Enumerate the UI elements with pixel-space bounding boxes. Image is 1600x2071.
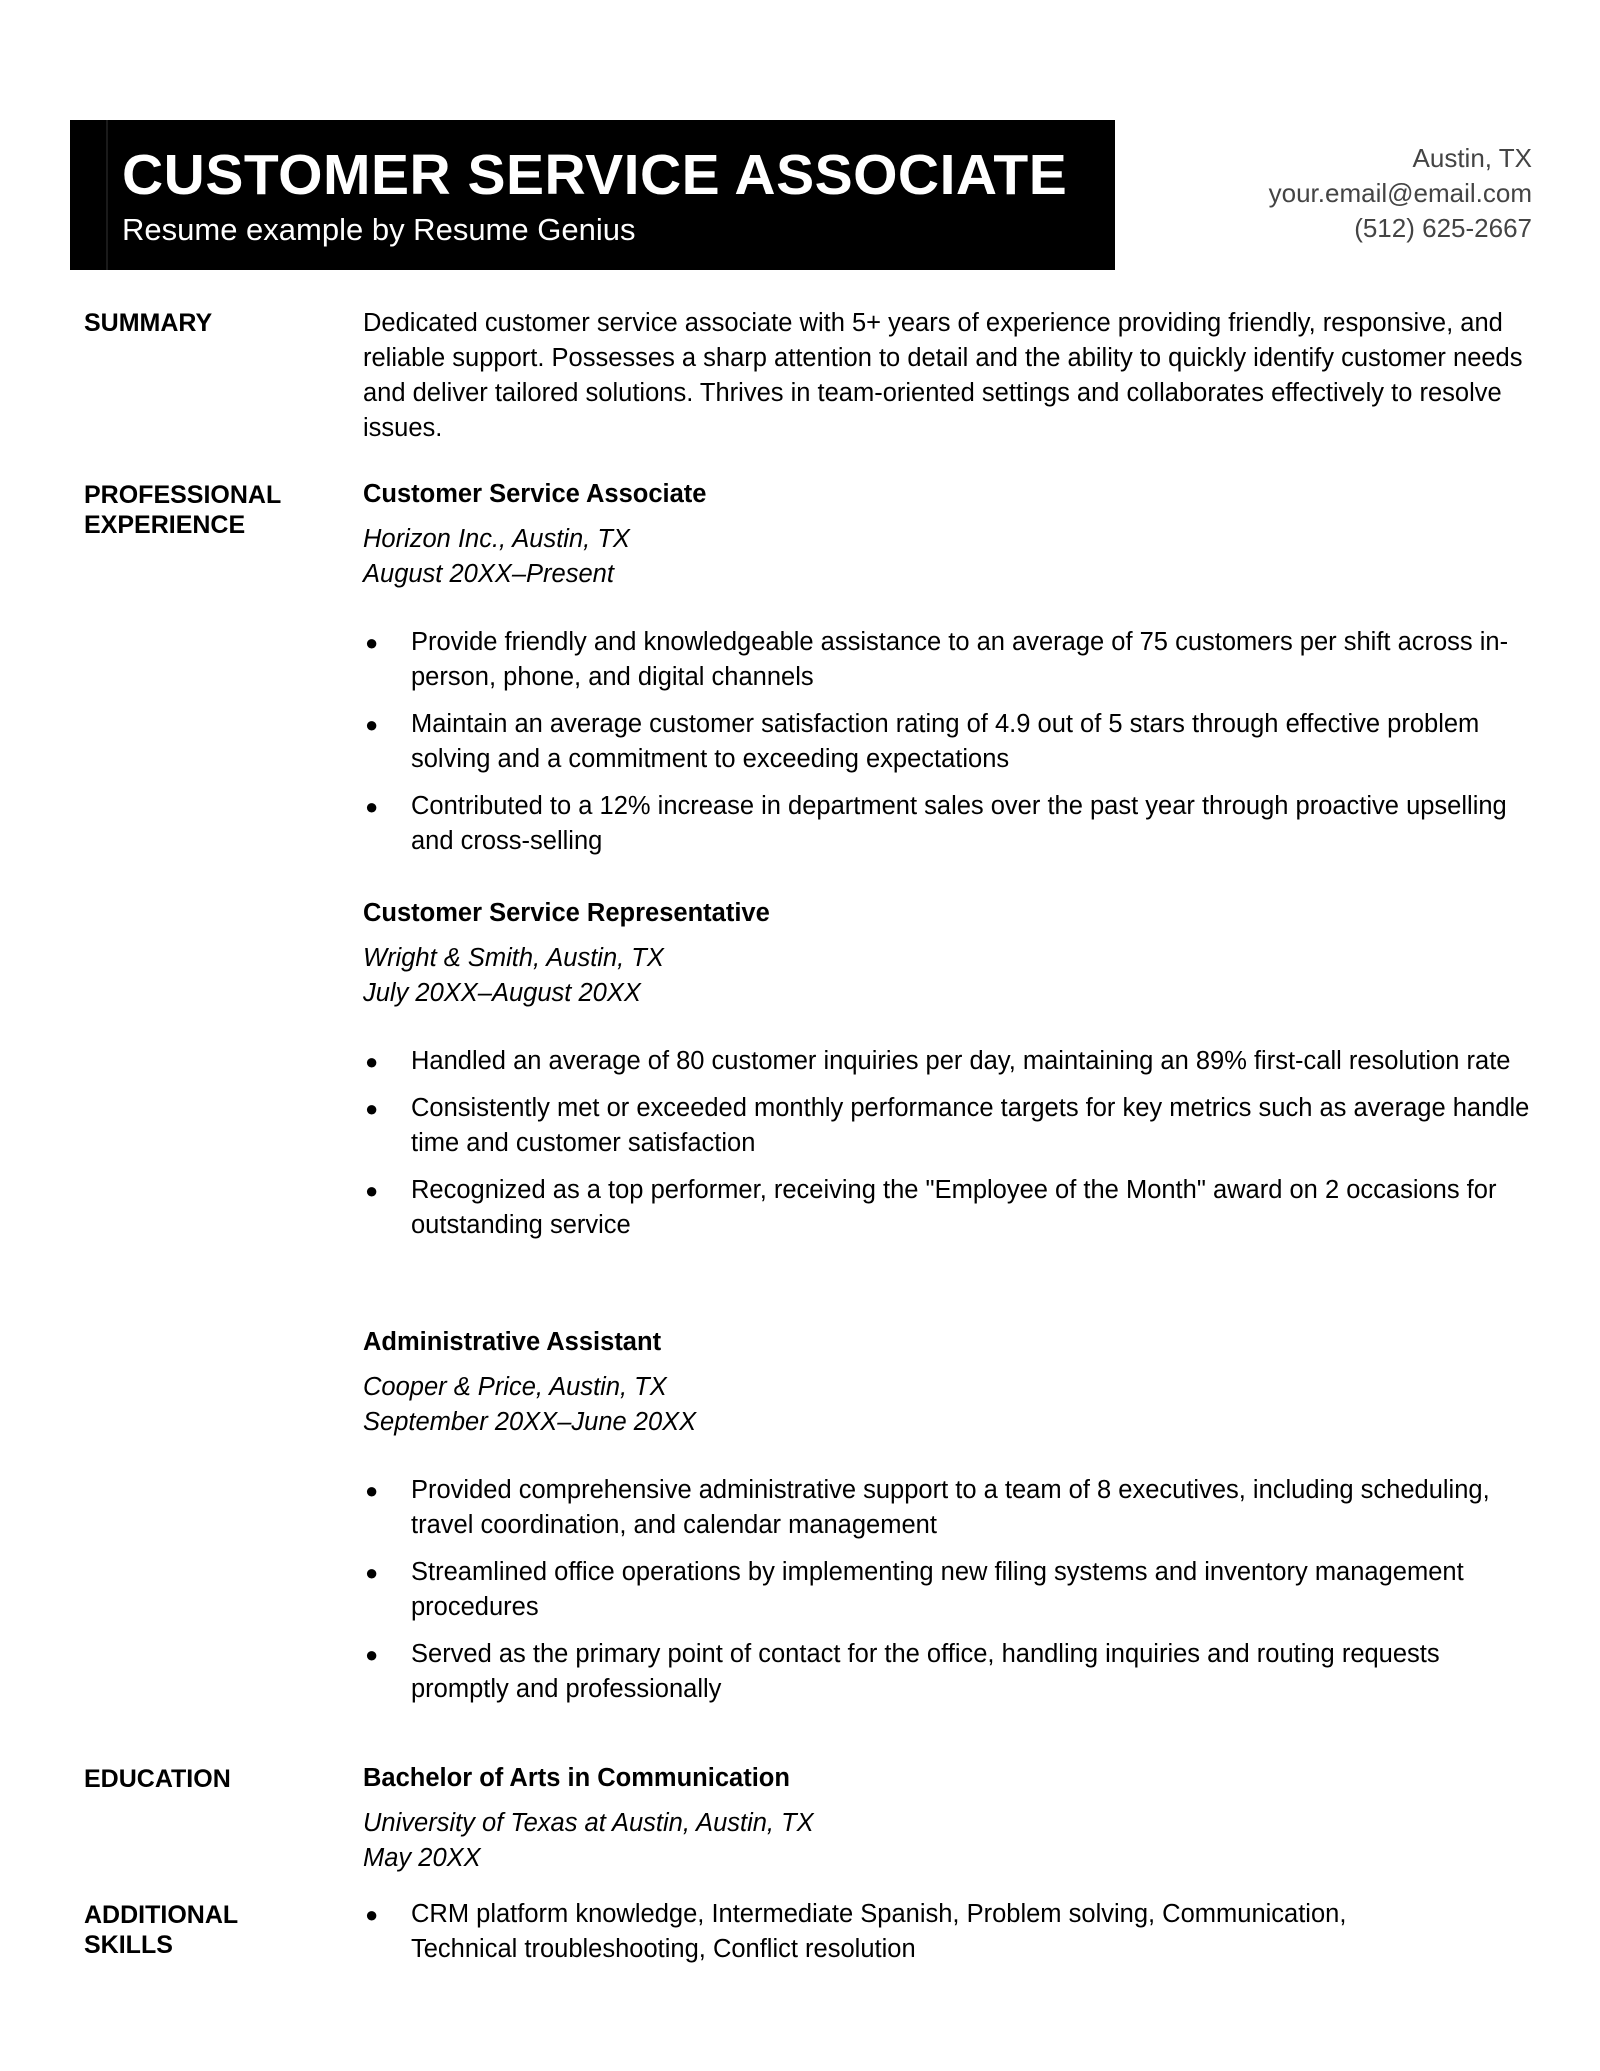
job-entry xyxy=(363,1325,1543,1707)
resume-subtitle: Resume example by Resume Genius xyxy=(122,212,636,247)
education-label: EDUCATION xyxy=(84,1765,231,1793)
bullet-item: ● Contributed to a 12% increase in department sales over the past year through proactive upselling and cross-selling xyxy=(363,789,1543,859)
summary-text: Dedicated customer service associate with 5+ years of experience providing friendly, responsive, and reliable support. Possesses a sharp attention to detail and the ability to quickly identify customer needs and deliver tailored solutions. Thrives in team-oriented settings and collaborates effectively to resolve issues. xyxy=(363,309,1523,442)
skills-label-line1: ADDITIONAL xyxy=(84,1901,239,1929)
bullet-item: ● Provide friendly and knowledgeable assistance to an average of 75 customers per shift across in-person, phone, and digital channels xyxy=(363,625,1543,695)
job-bullets xyxy=(363,1473,1543,1707)
bullet-item: ● Provided comprehensive administrative support to a team of 8 executives, including scheduling, travel coordination, and calendar management xyxy=(363,1473,1543,1543)
contact-block xyxy=(1269,141,1532,246)
skills-section xyxy=(363,1897,1403,1967)
skills-text: CRM platform knowledge, Intermediate Spanish, Problem solving, Communication, Technical troubleshooting, Conflict resolution xyxy=(411,1900,1347,1963)
job-dates: July 20XX–August 20XX xyxy=(363,979,641,1007)
bullet-item: ● Maintain an average customer satisfaction rating of 4.9 out of 5 stars through effective problem solving and a commitment to exceeding expectations xyxy=(363,707,1543,777)
skills-list xyxy=(363,1897,1403,1967)
bullet-dot-icon: ● xyxy=(365,1096,379,1121)
job-company: Horizon Inc., Austin, TX xyxy=(363,525,630,553)
resume-title: CUSTOMER SERVICE ASSOCIATE xyxy=(122,143,1068,207)
job-bullets xyxy=(363,625,1543,859)
job-dates: August 20XX–Present xyxy=(363,560,614,588)
bullet-item: ● Recognized as a top performer, receiving the "Employee of the Month" award on 2 occasions for outstanding service xyxy=(363,1173,1543,1243)
bullet-dot-icon: ● xyxy=(365,1178,379,1203)
header-banner xyxy=(70,120,1115,270)
job-company: Wright & Smith, Austin, TX xyxy=(363,944,664,972)
job-title: Customer Service Representative xyxy=(363,899,770,927)
graduation-date: May 20XX xyxy=(363,1844,481,1872)
bullet-dot-icon: ● xyxy=(365,712,379,737)
bullet-dot-icon: ● xyxy=(365,1478,379,1503)
bullet-item: ● Consistently met or exceeded monthly performance targets for key metrics such as average handle time and customer satisfaction xyxy=(363,1091,1543,1161)
contact-phone: (512) 625-2667 xyxy=(1354,213,1532,243)
contact-email: your.email@email.com xyxy=(1268,178,1532,208)
skills-label-line2: SKILLS xyxy=(84,1931,173,1959)
school-name: University of Texas at Austin, Austin, TX xyxy=(363,1809,814,1837)
skills-label xyxy=(84,1900,324,1960)
bullet-dot-icon: ● xyxy=(365,794,379,819)
bullet-dot-icon: ● xyxy=(365,1642,379,1667)
bullet-dot-icon: ● xyxy=(365,1560,379,1585)
bullet-item: ● Handled an average of 80 customer inquiries per day, maintaining an 89% first-call resolution rate xyxy=(363,1044,1543,1079)
job-company: Cooper & Price, Austin, TX xyxy=(363,1373,667,1401)
job-entry xyxy=(363,896,1543,1243)
contact-location: Austin, TX xyxy=(1412,143,1532,173)
bullet-item: ● Streamlined office operations by implementing new filing systems and inventory management procedures xyxy=(363,1555,1543,1625)
experience-label-line2: EXPERIENCE xyxy=(84,511,246,539)
header-accent-strip xyxy=(70,120,108,270)
bullet-dot-icon: ● xyxy=(365,630,379,655)
experience-label xyxy=(84,480,324,540)
bullet-dot-icon: ● xyxy=(365,1049,379,1074)
bullet-item xyxy=(363,1897,1403,1967)
summary-section xyxy=(363,306,1543,446)
job-title: Administrative Assistant xyxy=(363,1328,662,1356)
experience-label-line1: PROFESSIONAL xyxy=(84,481,282,509)
education-section xyxy=(363,1761,1543,1876)
summary-label: SUMMARY xyxy=(84,309,213,337)
job-bullets xyxy=(363,1044,1543,1243)
job-dates: September 20XX–June 20XX xyxy=(363,1408,697,1436)
bullet-dot-icon: ● xyxy=(365,1902,379,1927)
degree-title: Bachelor of Arts in Communication xyxy=(363,1764,790,1792)
job-entry xyxy=(363,477,1543,859)
bullet-item: ● Served as the primary point of contact for the office, handling inquiries and routing requests promptly and professionally xyxy=(363,1637,1543,1707)
job-title: Customer Service Associate xyxy=(363,480,707,508)
